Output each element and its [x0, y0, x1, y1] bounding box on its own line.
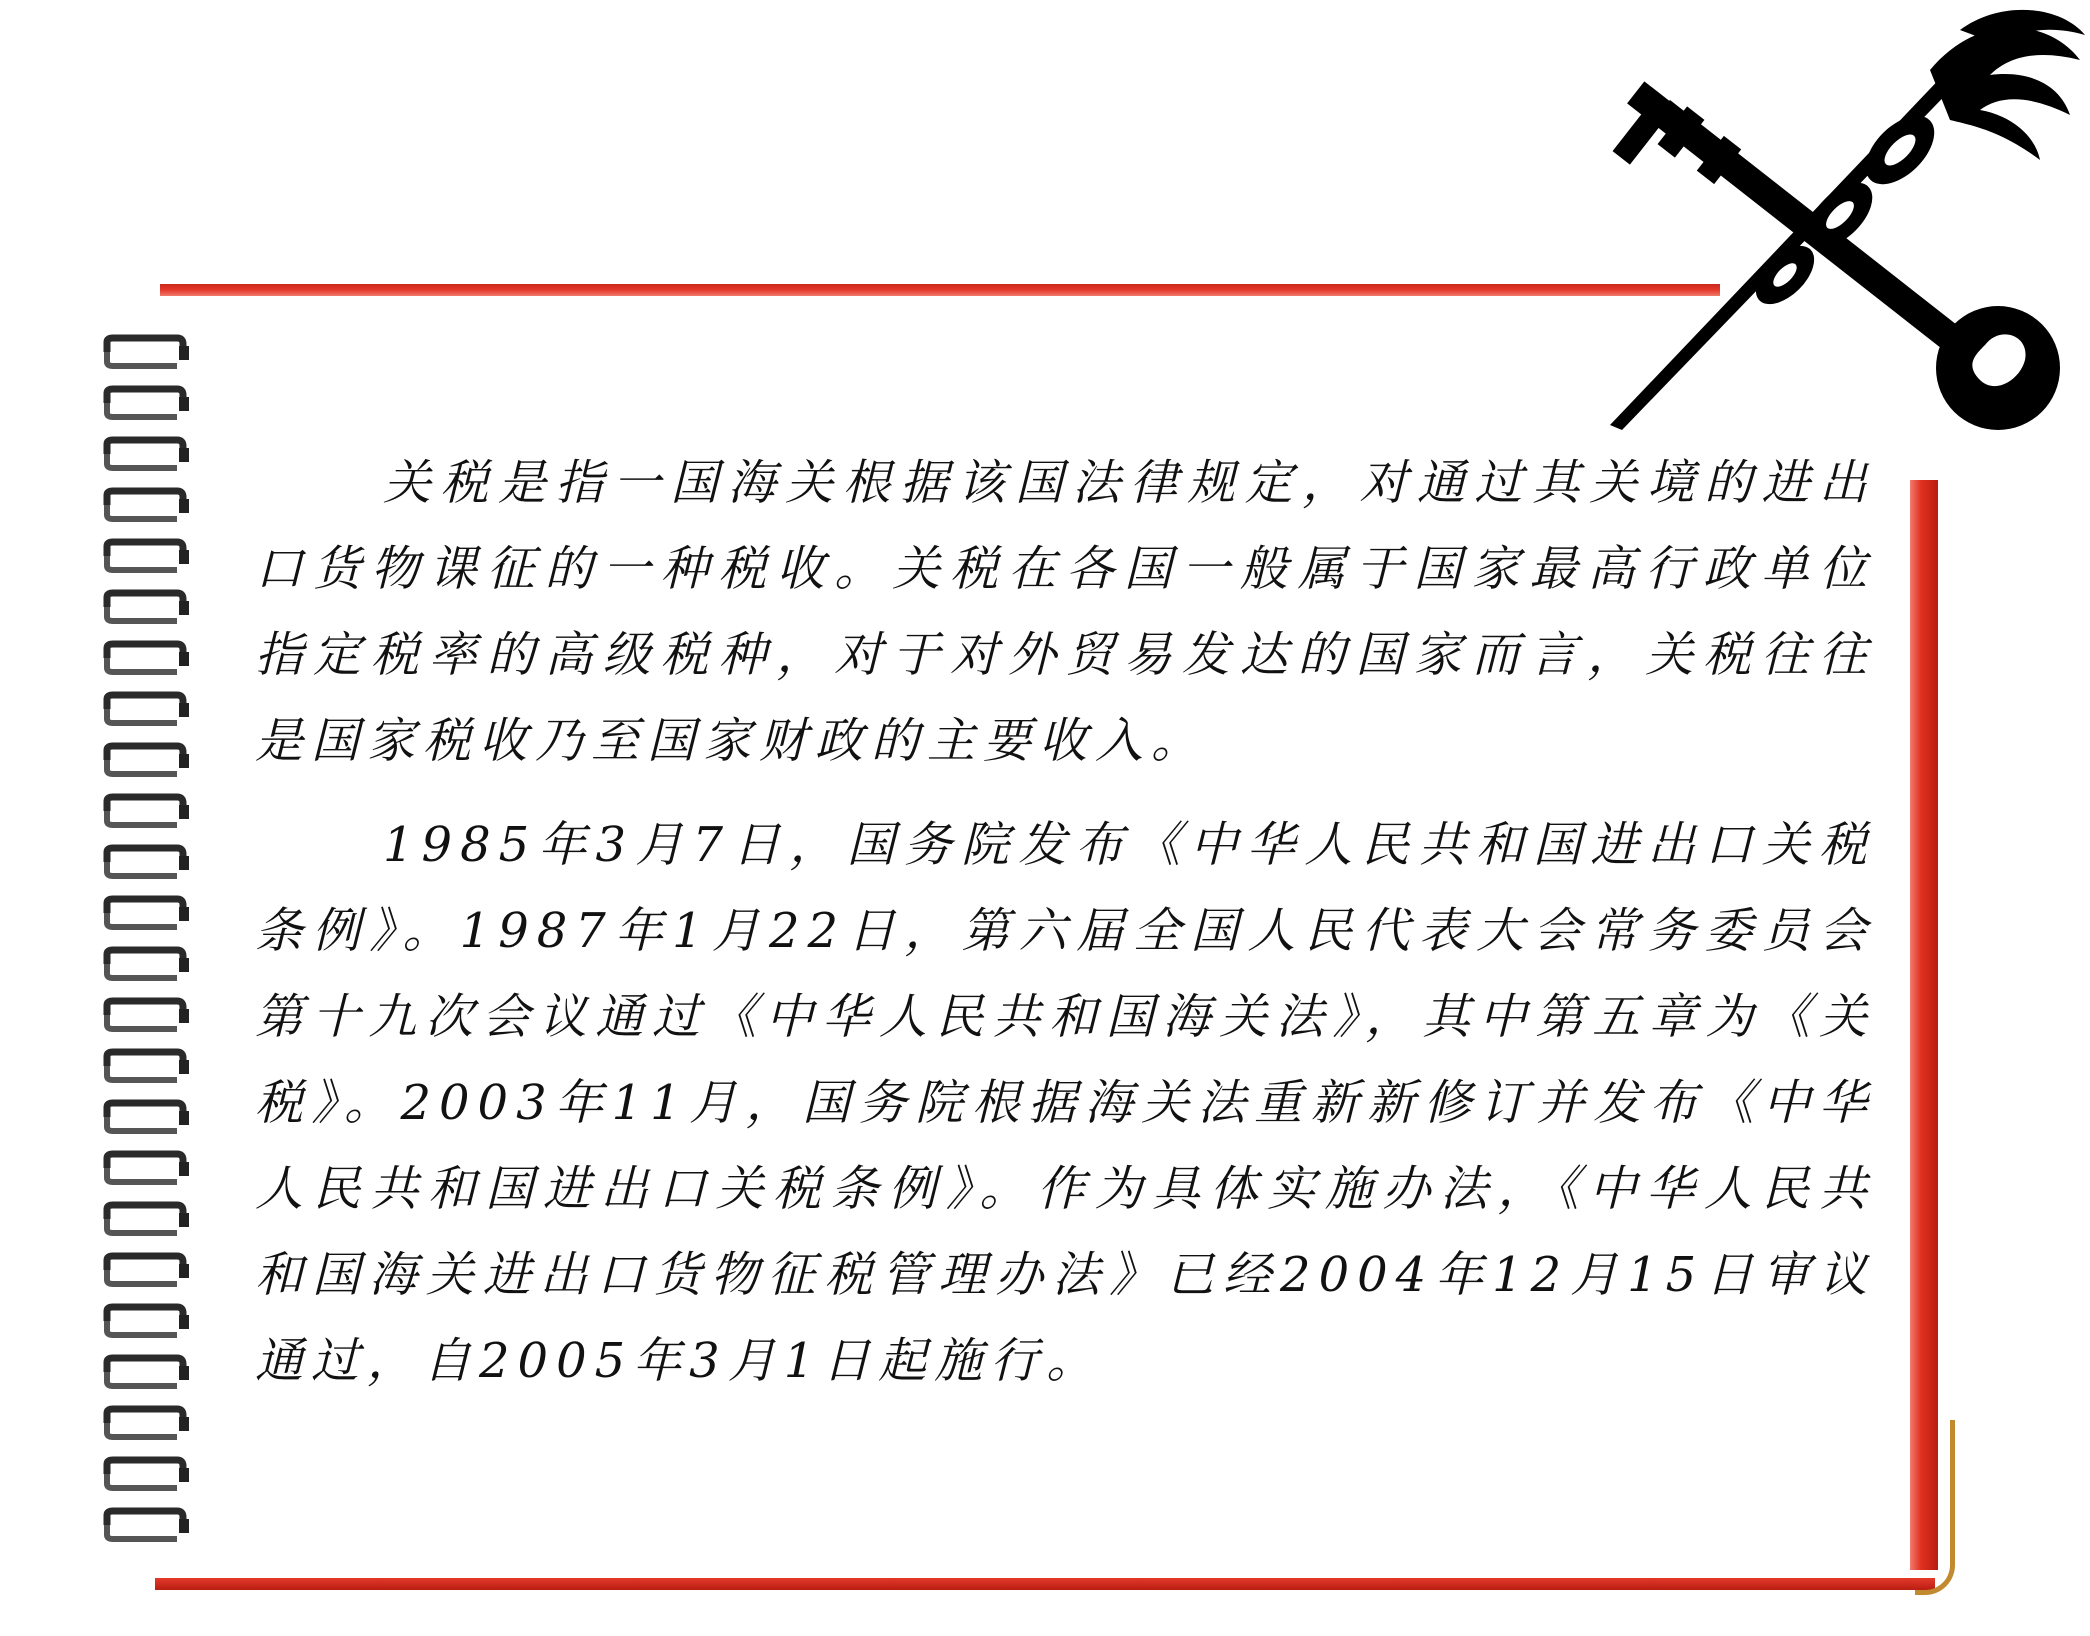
spiral-ring — [107, 644, 189, 672]
spiral-ring — [107, 1052, 189, 1080]
spiral-ring — [107, 797, 189, 825]
spiral-ring — [107, 899, 189, 927]
spiral-ring — [107, 1460, 189, 1488]
page-corner-curl — [1915, 1420, 1955, 1595]
document-body — [255, 440, 1875, 1404]
spiral-ring — [107, 746, 189, 774]
spiral-ring — [107, 440, 189, 468]
paragraph-tariff-history: 1985年3月7日，国务院发布《中华人民共和国进出口关税条例》。1987年1月22日，第六届全国人民代表大会常务委员会第十九次会议通过《中华人民共和国海关法》，其中第五章为《关税》。2003年11月，国务院根据海关法重新新修订并发布《中华人民共和国进出口关税条例》。作为具体实施办法，《中华人民共和国海关进出口货物征税管理办法》已经2004年12月15日审议通过，自2005年3月1日起施行。 — [255, 817, 1875, 1389]
page-edge-bottom — [155, 1578, 1935, 1590]
spiral-ring — [107, 950, 189, 978]
spiral-ring — [107, 1409, 189, 1437]
spiral-ring — [107, 542, 189, 570]
spiral-ring — [107, 1205, 189, 1233]
spiral-ring — [107, 1001, 189, 1029]
page-edge-right — [1910, 480, 1938, 1570]
spiral-ring — [107, 1103, 189, 1131]
spiral-ring — [107, 593, 189, 621]
page-edge-top — [160, 284, 1720, 296]
spiral-ring — [107, 695, 189, 723]
spiral-ring — [107, 1154, 189, 1182]
spiral-ring — [107, 389, 189, 417]
spiral-ring — [107, 1307, 189, 1335]
paragraph-tariff-definition: 关税是指一国海关根据该国法律规定，对通过其关境的进出口货物课征的一种税收。关税在各国一般属于国家最高行政单位指定税率的高级税种，对于对外贸易发达的国家而言，关税往往是国家税收乃至国家财政的主要收入。 — [255, 455, 1875, 769]
spiral-ring — [107, 1256, 189, 1284]
spiral-ring — [107, 1511, 189, 1539]
spiral-ring — [107, 491, 189, 519]
customs-emblem-icon — [1600, 0, 2090, 470]
spiral-ring — [107, 338, 189, 366]
spiral-binding-icon — [95, 330, 195, 1560]
spiral-ring — [107, 848, 189, 876]
spiral-ring — [107, 1358, 189, 1386]
